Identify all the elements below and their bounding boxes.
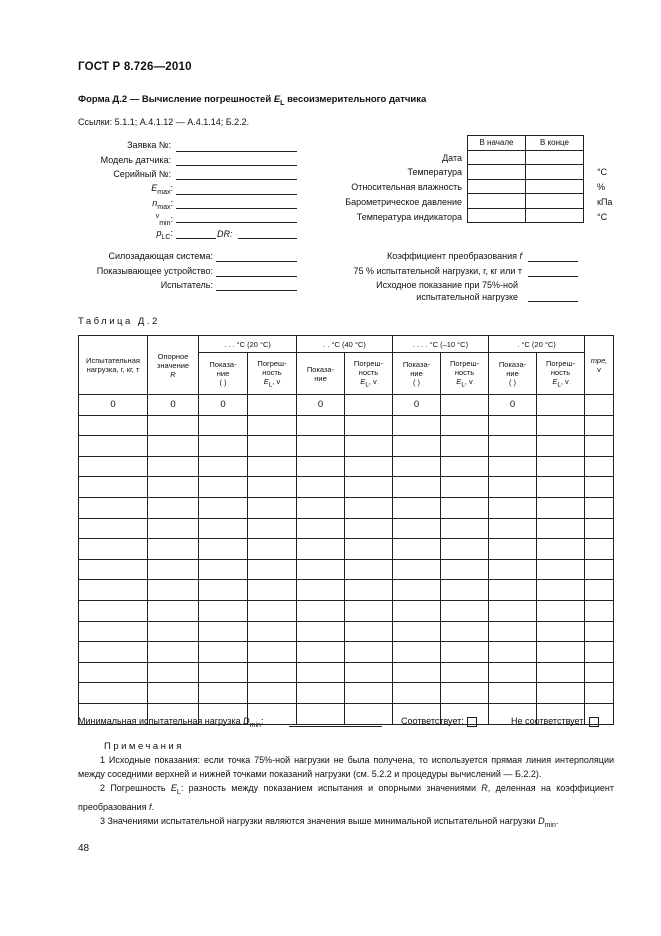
table-cell[interactable] <box>248 683 297 704</box>
table-cell[interactable] <box>537 477 585 498</box>
error-subheader: Погреш- ность $E_L$, v <box>537 353 585 395</box>
nmax-label: $n_{max}$: <box>152 198 173 211</box>
table-cell[interactable] <box>148 683 199 704</box>
coefficient-label: Коэффициент преобразования f <box>386 251 522 261</box>
note-1: 1 Исходные показания: если точка 75%-ной нагрузки не была получена, то используется прямая линия интерполяции между соседними верхней и нижней точками показаний нагрузки (см. 5.2.2 и процедуры вычислений — Б.2.2). <box>78 755 614 779</box>
table-row <box>79 395 614 416</box>
document-code: ГОСТ Р 8.726—2010 <box>78 61 192 73</box>
table-cell[interactable] <box>79 683 148 704</box>
results-table <box>78 335 614 725</box>
table-cell[interactable] <box>441 621 489 642</box>
indicator-temperature-label: Температура индикатора <box>356 212 462 222</box>
table-cell[interactable] <box>537 415 585 436</box>
force-system-field[interactable] <box>216 261 297 262</box>
indicator-temp-start-cell[interactable] <box>468 208 526 223</box>
humidity-unit: % <box>597 182 606 192</box>
table-cell[interactable] <box>148 662 199 683</box>
table-cell[interactable] <box>393 539 441 560</box>
table-cell[interactable] <box>79 580 148 601</box>
force-system-label: Силозадающая система: <box>108 251 213 261</box>
group-header-minus10c: . . . . °С (–10 °С) <box>393 336 489 353</box>
table-cell[interactable] <box>441 436 489 457</box>
load75-label: 75 % испытательной нагрузки, г, кг или т <box>353 266 522 276</box>
table-cell[interactable] <box>199 559 248 580</box>
table-cell[interactable] <box>489 621 537 642</box>
table-cell[interactable] <box>489 415 537 436</box>
table-cell[interactable] <box>79 662 148 683</box>
initial-reading-label-1: Исходное показание при 75%-ной <box>376 280 518 290</box>
table-cell[interactable] <box>199 477 248 498</box>
reading-subheader: Показа- ние ( ) <box>489 353 537 395</box>
dmin-field[interactable] <box>289 726 382 727</box>
model-field[interactable] <box>176 165 297 166</box>
vmin-label: $^v_{min}$: <box>155 213 173 227</box>
table-cell[interactable] <box>248 600 297 621</box>
coefficient-field[interactable] <box>528 261 578 262</box>
table-cell[interactable] <box>489 580 537 601</box>
table-cell[interactable] <box>248 621 297 642</box>
table-cell[interactable] <box>585 621 614 642</box>
table-cell[interactable] <box>441 662 489 683</box>
table-cell[interactable] <box>441 642 489 663</box>
table-cell[interactable] <box>148 600 199 621</box>
humidity-label: Относительная влажность <box>351 182 462 192</box>
error-subheader: Погреш- ность $E_L$, v <box>441 353 489 395</box>
table-cell[interactable] <box>393 497 441 518</box>
page-number: 48 <box>78 843 90 854</box>
indicator-field[interactable] <box>216 276 297 277</box>
table-cell[interactable] <box>248 456 297 477</box>
table-cell[interactable] <box>79 539 148 560</box>
table-row <box>79 456 614 477</box>
table-cell[interactable] <box>345 580 393 601</box>
table-cell[interactable] <box>79 497 148 518</box>
table-cell[interactable] <box>297 621 345 642</box>
pressure-unit: кПа <box>597 197 613 207</box>
notes-body <box>78 753 614 833</box>
notes-title: Примечания <box>104 741 184 752</box>
table-cell[interactable] <box>393 456 441 477</box>
reading-subheader: Показа- ние ( ) <box>393 353 441 395</box>
tester-field[interactable] <box>216 290 297 291</box>
table-cell[interactable] <box>345 683 393 704</box>
plc-field[interactable] <box>176 238 216 239</box>
table-cell[interactable] <box>199 456 248 477</box>
pressure-end-cell[interactable] <box>526 194 584 209</box>
table-cell[interactable] <box>297 600 345 621</box>
table-cell[interactable] <box>585 436 614 457</box>
table-cell[interactable] <box>248 559 297 580</box>
table-row <box>79 539 614 560</box>
table-cell[interactable] <box>489 518 537 539</box>
not-complies-option[interactable]: Не соответствует: <box>511 716 599 727</box>
table-cell[interactable] <box>489 683 537 704</box>
table-cell[interactable] <box>345 621 393 642</box>
table-cell[interactable] <box>537 539 585 560</box>
table-cell[interactable] <box>393 518 441 539</box>
temperature-label: Температура <box>407 167 462 177</box>
table-name: Таблица Д.2 <box>78 316 160 327</box>
table-cell[interactable] <box>297 477 345 498</box>
table-cell[interactable] <box>393 600 441 621</box>
note-2: 2 Погрешность $E_L$: разность между показанием испытания и опорными значениями R, деленная на коэффициент преобразования f. <box>78 783 614 812</box>
vmin-field[interactable] <box>176 222 297 223</box>
table-cell[interactable] <box>199 642 248 663</box>
table-row <box>79 683 614 704</box>
table-row <box>79 436 614 457</box>
table-cell[interactable] <box>441 477 489 498</box>
reading-subheader: Показа- ние ( ) <box>199 353 248 395</box>
table-cell[interactable] <box>148 477 199 498</box>
indicator-label: Показывающее устройство: <box>96 266 213 276</box>
table-cell[interactable] <box>148 621 199 642</box>
table-cell[interactable] <box>345 662 393 683</box>
table-row <box>79 559 614 580</box>
table-cell[interactable] <box>489 539 537 560</box>
table-cell[interactable] <box>441 497 489 518</box>
table-cell[interactable] <box>585 518 614 539</box>
table-cell[interactable] <box>199 662 248 683</box>
group-header-40c: . . °С (40 °С) <box>297 336 393 353</box>
pressure-label: Барометрическое давление <box>345 197 462 207</box>
table-cell[interactable] <box>441 600 489 621</box>
table-cell[interactable] <box>537 436 585 457</box>
date-end-cell[interactable] <box>526 150 584 165</box>
table-cell[interactable] <box>199 497 248 518</box>
dr-field[interactable] <box>238 238 297 239</box>
form-title: Форма Д.2 — Вычисление погрешностей $E_L$ весоизмерительного датчика <box>78 94 427 107</box>
table-cell[interactable] <box>393 642 441 663</box>
table-cell[interactable] <box>585 456 614 477</box>
table-cell[interactable] <box>199 518 248 539</box>
mpe-header: mpe, v <box>585 336 614 395</box>
table-row <box>79 477 614 498</box>
table-cell[interactable] <box>489 642 537 663</box>
table-cell[interactable] <box>441 683 489 704</box>
table-cell[interactable] <box>441 415 489 436</box>
table-cell[interactable] <box>489 456 537 477</box>
table-cell[interactable] <box>148 559 199 580</box>
table-cell[interactable] <box>248 477 297 498</box>
table-cell[interactable] <box>297 518 345 539</box>
table-cell[interactable] <box>585 395 614 416</box>
table-cell[interactable] <box>585 477 614 498</box>
table-cell[interactable] <box>393 621 441 642</box>
table-cell[interactable] <box>297 683 345 704</box>
date-start-cell[interactable] <box>468 150 526 165</box>
table-cell[interactable] <box>537 600 585 621</box>
table-cell[interactable] <box>489 477 537 498</box>
table-cell[interactable] <box>79 621 148 642</box>
table-cell[interactable] <box>585 642 614 663</box>
table-cell[interactable] <box>297 539 345 560</box>
table-cell[interactable] <box>393 559 441 580</box>
initial-reading-label-2: испытательной нагрузке <box>416 292 518 302</box>
table-cell[interactable] <box>537 559 585 580</box>
table-cell[interactable] <box>585 580 614 601</box>
table-cell[interactable] <box>537 683 585 704</box>
table-cell[interactable] <box>441 518 489 539</box>
emax-label: $E_{max}$: <box>151 183 173 196</box>
dmin-label: Минимальная испытательная нагрузка $D_{min}$: <box>78 716 264 729</box>
table-row <box>79 642 614 663</box>
temperature-unit: °C <box>597 167 608 177</box>
table-cell[interactable] <box>345 497 393 518</box>
temp-end-cell[interactable] <box>526 165 584 180</box>
pressure-start-cell[interactable] <box>468 194 526 209</box>
conditions-start-header: В начале <box>468 136 526 151</box>
order-field[interactable] <box>176 151 297 152</box>
table-cell[interactable] <box>79 477 148 498</box>
table-cell[interactable] <box>441 559 489 580</box>
table-row <box>79 600 614 621</box>
group-header-20c-final: . °С (20 °С) <box>489 336 585 353</box>
table-cell[interactable] <box>248 415 297 436</box>
table-cell[interactable] <box>248 497 297 518</box>
error-subheader: Погреш- ность $E_L$, v <box>345 353 393 395</box>
table-cell[interactable] <box>393 436 441 457</box>
table-row <box>79 497 614 518</box>
table-cell[interactable] <box>345 436 393 457</box>
table-cell[interactable] <box>79 600 148 621</box>
table-cell[interactable] <box>148 497 199 518</box>
table-cell[interactable] <box>199 621 248 642</box>
table-cell[interactable] <box>393 580 441 601</box>
error-subheader: Погреш- ность $E_L$, v <box>248 353 297 395</box>
table-cell[interactable] <box>345 642 393 663</box>
table-cell[interactable] <box>148 436 199 457</box>
reference-header: Опорное значение R <box>148 336 199 395</box>
table-row <box>79 662 614 683</box>
order-label: Заявка №: <box>127 140 171 150</box>
table-cell[interactable] <box>537 642 585 663</box>
table-cell[interactable] <box>345 539 393 560</box>
table-cell[interactable] <box>585 497 614 518</box>
table-cell[interactable] <box>297 662 345 683</box>
serial-field[interactable] <box>176 179 297 180</box>
table-cell[interactable] <box>148 580 199 601</box>
references: Ссылки: 5.1.1; А.4.1.12 — А.4.1.14; Б.2.2. <box>78 117 250 127</box>
table-cell[interactable] <box>345 415 393 436</box>
load-header: Испытательная нагрузка, г, кг, т <box>79 336 148 395</box>
indicator-temperature-unit: °C <box>597 212 608 222</box>
table-cell[interactable] <box>537 456 585 477</box>
table-cell[interactable] <box>199 580 248 601</box>
emax-field[interactable] <box>176 194 297 195</box>
table-cell[interactable] <box>148 456 199 477</box>
table-cell[interactable] <box>537 518 585 539</box>
table-cell[interactable] <box>79 518 148 539</box>
table-cell[interactable] <box>248 642 297 663</box>
table-cell[interactable] <box>441 580 489 601</box>
humidity-start-cell[interactable] <box>468 179 526 194</box>
table-cell[interactable] <box>79 642 148 663</box>
table-cell[interactable]: 0 <box>79 395 148 416</box>
table-cell[interactable] <box>79 436 148 457</box>
table-row <box>79 518 614 539</box>
table-cell[interactable] <box>297 642 345 663</box>
table-cell[interactable]: 0 <box>393 395 441 416</box>
temp-start-cell[interactable] <box>468 165 526 180</box>
table-cell[interactable] <box>441 539 489 560</box>
table-cell[interactable] <box>297 559 345 580</box>
table-cell[interactable]: 0 <box>199 395 248 416</box>
complies-option[interactable]: Соответствует: <box>401 716 477 727</box>
note-3: 3 Значениями испытательной нагрузки являются значения выше минимальной испытательной нагрузки $D_{min}$. <box>100 815 559 829</box>
table-row <box>79 621 614 642</box>
table-cell[interactable] <box>345 703 393 724</box>
model-label: Модель датчика: <box>100 155 171 165</box>
table-cell[interactable] <box>199 415 248 436</box>
table-cell[interactable] <box>297 580 345 601</box>
table-cell[interactable] <box>297 456 345 477</box>
table-cell[interactable] <box>441 395 489 416</box>
humidity-end-cell[interactable] <box>526 179 584 194</box>
table-cell[interactable] <box>248 436 297 457</box>
table-cell[interactable] <box>393 683 441 704</box>
complies-checkbox[interactable] <box>467 717 477 727</box>
indicator-temp-end-cell[interactable] <box>526 208 584 223</box>
table-cell[interactable] <box>585 662 614 683</box>
initial-reading-field[interactable] <box>528 301 578 302</box>
table-cell[interactable] <box>441 456 489 477</box>
table-cell[interactable] <box>297 436 345 457</box>
group-header-20c: . . . °С (20 °С) <box>199 336 297 353</box>
reading-subheader: Показа- ние <box>297 353 345 395</box>
table-cell[interactable] <box>345 456 393 477</box>
table-cell[interactable] <box>393 477 441 498</box>
table-cell[interactable] <box>585 559 614 580</box>
table-cell[interactable] <box>148 415 199 436</box>
table-cell[interactable] <box>345 477 393 498</box>
table-cell[interactable]: 0 <box>489 395 537 416</box>
table-cell[interactable] <box>585 600 614 621</box>
conditions-end-header: В конце <box>526 136 584 151</box>
table-cell[interactable] <box>148 539 199 560</box>
table-cell[interactable] <box>79 456 148 477</box>
table-cell[interactable] <box>248 662 297 683</box>
nmax-field[interactable] <box>176 208 297 209</box>
table-cell[interactable] <box>345 559 393 580</box>
table-cell[interactable] <box>148 518 199 539</box>
not-complies-checkbox[interactable] <box>589 717 599 727</box>
table-row <box>79 415 614 436</box>
load75-field[interactable] <box>528 276 578 277</box>
table-cell[interactable] <box>248 580 297 601</box>
table-cell[interactable] <box>148 642 199 663</box>
dr-label: DR: <box>217 229 233 239</box>
table-cell[interactable] <box>345 395 393 416</box>
table-cell[interactable] <box>585 415 614 436</box>
table-cell[interactable] <box>199 600 248 621</box>
table-cell[interactable] <box>248 518 297 539</box>
table-cell[interactable] <box>79 415 148 436</box>
conditions-table <box>467 135 584 223</box>
table-cell[interactable] <box>489 436 537 457</box>
table-cell[interactable] <box>489 600 537 621</box>
table-cell[interactable] <box>489 559 537 580</box>
table-cell[interactable] <box>199 683 248 704</box>
table-cell[interactable] <box>297 703 345 724</box>
table-cell[interactable] <box>345 600 393 621</box>
table-cell[interactable] <box>199 539 248 560</box>
table-cell[interactable] <box>537 621 585 642</box>
table-cell[interactable]: 0 <box>297 395 345 416</box>
table-cell[interactable] <box>248 539 297 560</box>
table-cell[interactable] <box>585 539 614 560</box>
table-cell[interactable] <box>345 518 393 539</box>
table-cell[interactable] <box>585 683 614 704</box>
plc-label: $p_{LC}$: <box>156 228 173 241</box>
table-cell[interactable] <box>537 580 585 601</box>
table-cell[interactable] <box>393 415 441 436</box>
table-cell[interactable] <box>199 436 248 457</box>
table-cell[interactable] <box>248 395 297 416</box>
table-cell[interactable] <box>489 662 537 683</box>
date-label: Дата <box>442 153 462 163</box>
table-cell[interactable] <box>297 415 345 436</box>
table-cell[interactable] <box>537 662 585 683</box>
table-cell[interactable] <box>537 497 585 518</box>
table-cell[interactable] <box>393 662 441 683</box>
table-cell[interactable] <box>79 559 148 580</box>
tester-label: Испытатель: <box>160 280 213 290</box>
serial-label: Серийный №: <box>113 169 171 179</box>
table-row <box>79 580 614 601</box>
table-cell[interactable] <box>297 497 345 518</box>
table-cell[interactable] <box>537 395 585 416</box>
table-cell[interactable]: 0 <box>148 395 199 416</box>
table-cell[interactable] <box>489 497 537 518</box>
